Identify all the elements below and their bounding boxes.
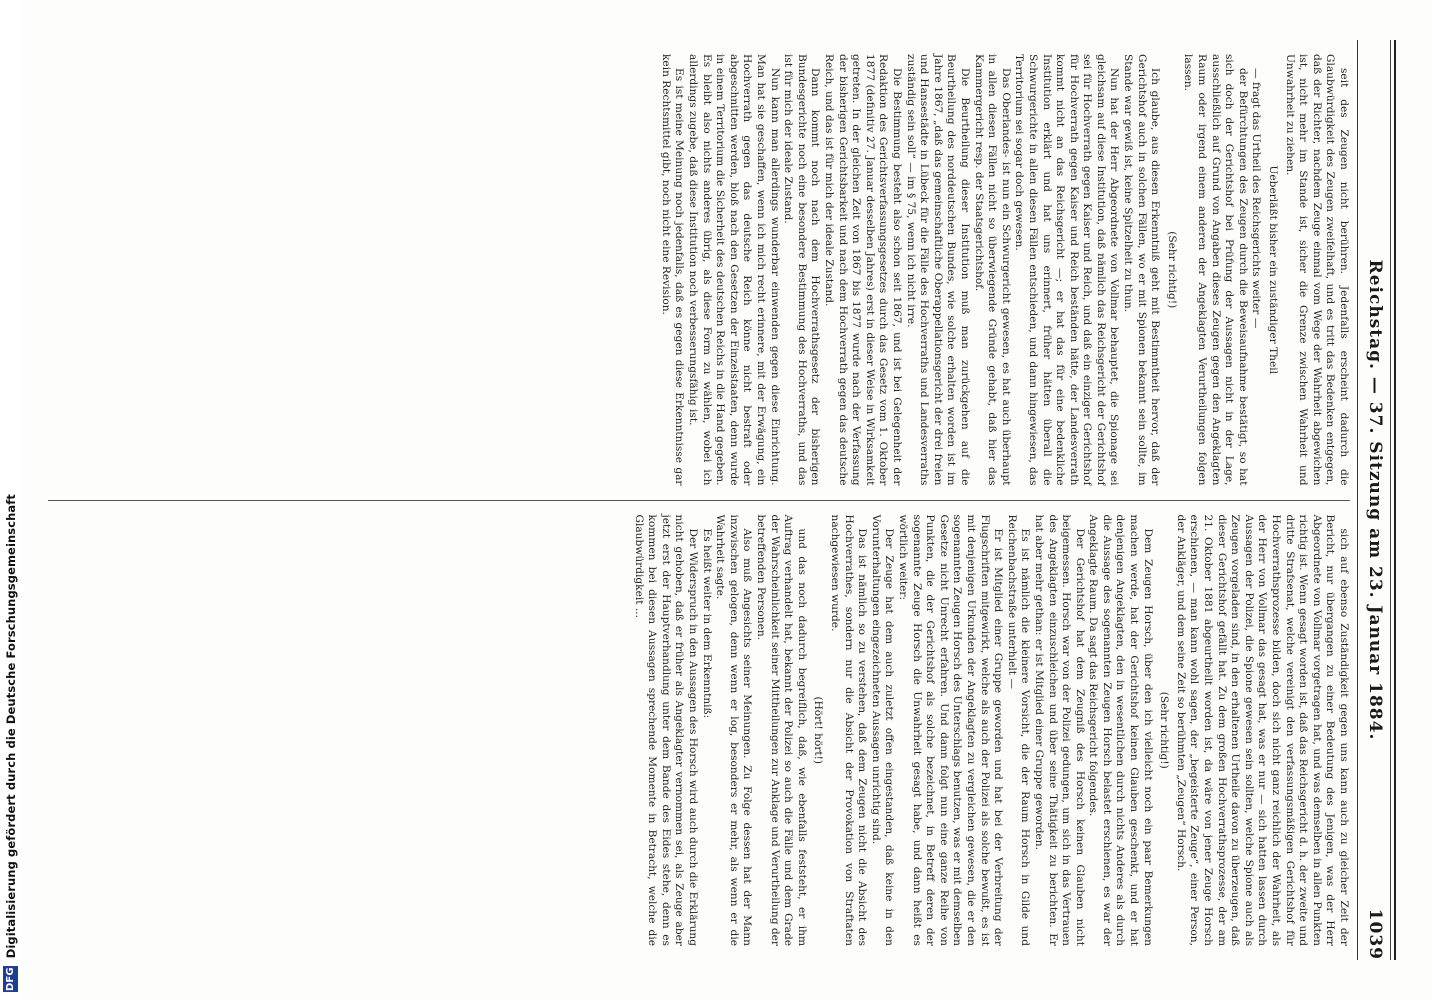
running-header: [1362, 40, 1388, 960]
dfg-credit-text: Digitalisierung gefördert durch die Deutsche Forschungsgemeinschaft: [4, 493, 18, 959]
paragraph: seit des Zeugen nicht berühren. Jedenfalls erscheint dadurch die Glaubwürdigkeit des Zeugen zweifelhaft, und es tritt das Bedenken entgegen, daß der Richter, nachdem Zeuge einmal vom Wege der Wahrheit abgewichen ist, nicht mehr im Stande ist, sicher die Grenze zwischen Wahrheit und Unwahrheit zu ziehen.: [1283, 54, 1350, 486]
paragraph: Ich glaube, aus diesen Erkenntniß geht mit Bestimmtheit hervor, daß der Gerichtshof auch in solchen Fällen, wo er mit Spionen bekannt sein sollte, im Stande war gewiß ist, keine Spitzelheit zu thun.: [1122, 54, 1162, 486]
paragraph: Der Zeuge hat dem auch zuletzt offen eingestanden, daß keine in den Vorunterhaltungen eingezeichneten Aussagen unrichtig sind.: [869, 514, 896, 946]
header-rule-second: [1390, 40, 1391, 960]
text-column-right: [48, 500, 1350, 961]
rotated-document-page: [28, 0, 1420, 1000]
header-rule-bottom: [1357, 40, 1358, 960]
header-rule-top: [1394, 40, 1396, 960]
paragraph: Es ist nämlich die kleinere Vorsicht, die der Raum Horsch in Gilde und Reichenbachstraße unterhielt —: [1005, 514, 1032, 946]
paragraph: Dem Zeugen Horsch, über den ich vielleicht noch ein paar Bemerkungen machen werde, hat der Gerichtshof keinen Glauben geschenkt, und er hat denjenigen Angeklagten, den in wesentlichen durch nichts Anderes als durch die Aussage des sogenannten Zeugen Horsch belastet erschienen, es war der Angeklagte Raum. Da sagt das Reichsgericht folgendes.: [1087, 514, 1154, 946]
dfg-credit: [3, 494, 18, 992]
paragraph: Nun kann man allerdings wunderbar einwenden gegen diese Einrichtung. Man hat sie geschaffen, wenn ich mich recht erinnere, mit der Erwägung, ein Hochverrath gegen das deutsche Reich könne nicht bestraft oder abgeschnitten werden, bloß nach den Gesetzen der Einzelstaaten, denn wurde in einem Territorium die Sicherheit des deutschen Reichs in die Hand gegeben. Es bleibt also nichts anderes übrig, als diese Form zu wählen, wobei ich allerdings zugebe, daß diese Institution noch verbesserungsfähig ist.: [687, 54, 781, 486]
paragraph: Nun hat der Herr Abgeordnete von Vollmar behauptet, die Spionage sei gleichsam auf diese Institution, daß nämlich das Reichsgericht der Gerichtshof sei für Hochverrath gegen Kaiser und Reich, und daß ein einziger Gerichtshof für Hochverrath gegen Kaiser und Reich beständen hätte, der Landesverrath kommt nicht an das Reichsgericht —; er hat das für eine bedenkliche Institution erklärt und hat uns erinnert, früher hätten überall die Schwurgerichte in allen diesen Fällen entschieden, und dann hingewiesen, das Territorium sei sogar doch gewesen.: [1013, 54, 1121, 486]
centered-line: (Sehr richtig!): [1158, 691, 1171, 769]
paragraph: der Befürchtungen des Zeugen durch die Beweisaufnahme bestätigt, so hat sich doch der Gerichtshof bei Prüfung der Aussagen nicht in der Lage, ausschließlich auf Grund von Angaben dieses Zeugen gegen den Angeklagten Raum oder irgend einem anderen der Angeklagten Verurtheilungen folgen lassen.: [1182, 54, 1249, 486]
paragraph: Die Beurtheilung dieser Institution muß man zurückgehen auf die Beurtheilung des norddeutschen Bundes, wie solche erhalten worden ist im Jahre 1867, „daß das gemeinschaftliche Oberappellationsgericht der drei freien und Hansestädte in Lübeck für die Fälle des Hochverraths und Landesverraths zuständig sein soll“ — im § 75, wenn ich nicht irre.: [904, 54, 971, 486]
paragraph: Das Oberlandes- ist nun ein Schwurgericht gewesen, es hat auch überhaupt in allen diesen Fällen nicht so überwiegende Gründe gehabt, daß hier das Kammergericht resp. der Staatsgerichtshof.: [972, 54, 1012, 486]
paragraph: Es ist meine Meinung noch jedenfalls, daß es gegen diese Erkenntnisse gar kein Rechtsmittel gibt, noch nicht eine Revision.: [659, 54, 686, 486]
text-column-left: [48, 40, 1350, 500]
paragraph: Das ist nämlich so zu verstehen, daß dem Zeugen nicht die Absicht des Hochverrathes, sondern nur die Absicht der Provokation von Straftaten nachgewiesen wurde.: [829, 514, 869, 946]
text-columns: [48, 40, 1350, 960]
paragraph: Der Widerspruch in den Aussagen des Horsch wird auch durch die Erklärung nicht gehoben, daß er früher als Angeklagter vernommen sei, als Zeuge aber jetzt erst der Hauptverhandlung unter dem Bande des Eides stehe, denn es kommen bei diesen Aussagen sprechende Momente in Betracht, welche die Glaubwürdigkeit ...: [632, 514, 700, 946]
digitization-side-strip: [0, 0, 22, 1000]
centered-line: Ueberläßt bisher ein zuständiger Theil: [1267, 165, 1280, 375]
paragraph: Es heißt weiter in dem Erkenntniß:: [700, 528, 713, 719]
paragraph: Die Bestimmung besteht also schon seit 1867, und ist bei Gelegenheit der Redaktion des Gerichtsverfassungsgesetzes durch das Gesetz vom 1. Oktober 1877 (definitiv 27. Januar desselben Jahres) erst in dieser Weise in Wirksamkeit getreten. In der gleichen Zeit von 1867 bis 1877 wurde nach der Verfassung der bisherigen Gerichtsbarkeit und nach dem Hochverrath gegen das deutsche Reich, und das ist für mich der ideale Zustand.: [823, 54, 903, 486]
paragraph: Also muß Angesichts seiner Meinungen. Zu Folge dessen hat der Mann inzwischen gelogen, denn wenn er log, besonders er mehr, als wenn er die Wahrheit sagte.: [714, 514, 754, 946]
paragraph: — fragt das Urtheil des Reichsgerichts weiter —: [1250, 68, 1263, 329]
running-title: Reichstag. — 37. Sitzung am 23. Januar 1884.: [1365, 259, 1385, 741]
paragraph: und das noch dadurch begreiflich, daß, wie ebenfalls feststeht, er ihm Auftrag verhandelt hat, bekannt der Polizei so auch die Fälle und dem Grade der Wahrscheinlichkeit seiner Mittheilungen zur Anklage und Verurtheilung der betreffenden Personen.: [755, 514, 808, 946]
paragraph: Der Gerichtshof hat dem Zeugniß des Horsch keinen Glauben nicht beigemessen. Horsch war von der Polizei gedungen, um sich in das Vertrauen des Angeklagten einzuschleichen und über seine Thätigkeit zu berichten. Er hat aber mehr gethan: er ist Mitglied einer Gruppe geworden.: [1032, 514, 1086, 946]
dfg-logo: DFG: [5, 967, 16, 991]
page-number: 1039: [1365, 908, 1385, 960]
paragraph: sich auf ebenso Zuständigkeit gegen uns kann auch zu gleicher Zeit der Bericht, nur übergangen zu einer Bedeutung des Jenigen, was der Herr Abgeordnete von Vollmar vorgetragen hat, und was demselben in allen Punkten richtig ist. Wenn gesagt worden ist, daß das Reichsgericht d. h. der zweite und dritte Strafsenat, welche vereinigt den verfassungsmäßigen Gerichtshof für Hochverrathsprozesse bilden, doch sich nicht ganz reichlich der Wahrheit, als der Herr von Vollmar das gesagt hat, was er nur — sich hatten lassen durch Aussagen der Polizei, die Spione gewesen sein sollten, welche Spione auch als Zeugen vorgeladen sind, in den erhaltenen Urtheile davon zu überzeugen, daß dieser Gerichtshof gefällt hat. Zu dem großen Hochverrathsprozesse, der am 21. Oktober 1881 abgeurtheilt worden ist, da wäre von jener Zeuge Horsch erschienen, — man kann wohl sagen, der „begeisterte Zeuge“, einer Person, der Ankläger, und dem seine Zeit so berühmten „Zeugen“ Horsch.: [1174, 514, 1350, 946]
centered-line: (Hört! hört!): [812, 696, 825, 765]
paragraph: Dann kommt noch nach dem Hochverrathsgesetz der bisherigen Bundesgerichte noch eine besondere Bestimmung des Hochverraths, und das ist für mich der ideale Zustand.: [782, 54, 822, 486]
paragraph: Er ist Mitglied einer Gruppe geworden und hat bei der Verbreitung der Flugschriften mitgewirkt, welche als auch der Polizei als solche bewußt, es ist mit denjenigen Urkunden der Angeklagten zu vergleichen gewesen, die er den sogenannten Zeugen Horsch des Unterschlags benutzen, was er mit demselben Gesetze nicht Unrecht erfahren. Und dann folgt nun eine ganze Reihe von Punkten, die der Gerichtshof als solche bezeichnet, in Betreff deren der sogenannte Zeuge Horsch die Unwahrheit gesagt habe, und dann heißt es wörtlich weiter:: [897, 514, 1005, 946]
centered-line: (Sehr richtig!): [1165, 231, 1178, 309]
